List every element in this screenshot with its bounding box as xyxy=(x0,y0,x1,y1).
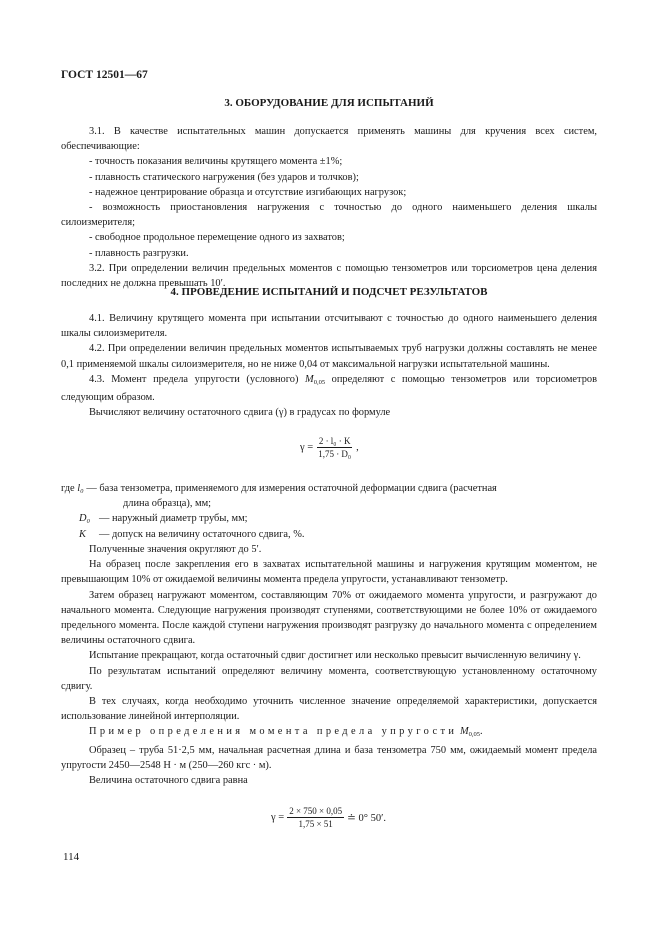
section-3-title: 3. ОБОРУДОВАНИЕ ДЛЯ ИСПЫТАНИЙ xyxy=(224,97,434,109)
formula-gamma: γ = $\frac{\text{2 · l₀ · K}}{\text{1,75 · D₀}}$ , xyxy=(300,436,359,459)
paragraph-stop: Испытание прекращают, когда остаточный сдвиг достигнет или несколько превысит вычисленную величину γ. xyxy=(89,650,581,662)
section-4-title: 4. ПРОВЕДЕНИЕ ИСПЫТАНИЙ И ПОДСЧЕТ РЕЗУЛЬТАТОВ xyxy=(170,286,488,298)
paragraph-mount: На образец после закрепления его в захватах испытательной машины и нагружения крутящим моментом, не превышающим 10% от ожидаемой величины момента предела упругости, устанавливают тензометр. xyxy=(61,559,597,586)
list-item: - плавность разгрузки. xyxy=(89,247,189,259)
paragraph-shift: Величина остаточного сдвига равна xyxy=(89,775,248,787)
fraction xyxy=(316,436,353,459)
paragraph-3-1: 3.1. В качестве испытательных машин допускается применять машины для кручения всех систем, обеспечивающие: xyxy=(61,126,597,153)
formula-definitions: где l₀ — база тензометра, применяемого для измерения остаточной деформации сдвига (расчетная длина образца), мм; D₀ — наружный диаметр трубы, мм; K — допуск на величину остаточного сдвига, %. xyxy=(61,481,621,542)
list-item: - плавность статического нагружения (без ударов и толчков); xyxy=(89,171,359,183)
moment-symbol: M xyxy=(305,373,314,385)
paragraph-load: Затем образец нагружают моментом, составляющим 70% от ожидаемого момента упругости, и разгружают до начального момента. Следующие нагружения производят ступенями, соответствующими не более 10% от ожидаемого предельного момента. После каждой ступени нагружения производят разгрузку до начального момента с определением величины остаточного сдвига. xyxy=(61,589,597,647)
paragraph-4-3: 4.3. Момент предела упругости (условного) $M_{0,05}$ определяют с помощью тензометров или торсиометров следующим образом. xyxy=(61,373,598,404)
paragraph-calc: Вычисляют величину остаточного сдвига (γ) в градусах по формуле xyxy=(89,407,391,419)
list-item: - свободное продольное перемещение одного из захватов; xyxy=(89,232,345,244)
paragraph-interp: В тех случаях, когда необходимо уточнить численное значение определяемой характеристики, допускается использование линейной интерполяции. xyxy=(61,696,597,723)
example-title: Пример определения момента предела упругости $M_{0,05}$. xyxy=(89,726,483,739)
section-3-body xyxy=(61,124,597,291)
section-4-body xyxy=(61,311,597,420)
definition-k: K — допуск на величину остаточного сдвига, %. xyxy=(79,528,305,540)
denominator: 1,75 · D₀ xyxy=(318,449,352,459)
list-item: - возможность приостановления нагружения с точностью до одного наименьшего деления шкалы силоизмерителя; xyxy=(61,202,597,229)
fraction xyxy=(287,806,344,829)
paragraph-4-1: 4.1. Величину крутящего момента при испытании отсчитывают с точностью до одного наименьшего деления шкалы силоизмерителя. xyxy=(61,313,597,340)
paragraph-4-2: 4.2. При определении величин предельных моментов испытываемых труб нагрузки должны составлять не менее 0,1 применяемой шкалы силоизмерителя, но не ниже 0,04 от максимальной нагрузки испытательной машины. xyxy=(61,343,597,370)
paragraph-3-2: 3.2. При определении величин предельных моментов с помощью тензометров или торсиометров цена деления последних не должна превышать 10′. xyxy=(61,262,597,290)
definition-d0: D₀ — наружный диаметр трубы, мм; xyxy=(79,513,248,525)
denominator: 1,75 × 51 xyxy=(298,819,333,829)
numerator: 2 · l₀ · K xyxy=(318,436,351,446)
page-number: 114 xyxy=(63,851,80,863)
numerator: 2 × 750 × 0,05 xyxy=(289,806,343,816)
paragraph-results: По результатам испытаний определяют величину момента, соответствующую установленному остаточному сдвигу. xyxy=(61,665,597,692)
paragraph-round: Полученные значения округляют до 5′. xyxy=(89,544,262,555)
section-4-body-cont xyxy=(61,542,597,788)
paragraph-sample: Образец – труба 51·2,5 мм, начальная расчетная длина и база тензометра 750 мм, ожидаемый момент предела упругости 2450—2548 Н · м (250—260 кгс · м). xyxy=(61,744,597,771)
formula-gamma-example: γ = $\frac{2 \times 750 \times 0,05}{1,75 \times 51}$ ≐ 0° 50′. xyxy=(271,806,387,829)
document-id: ГОСТ 12501—67 xyxy=(61,69,148,81)
list-item: - надежное центрирование образца и отсутствие изгибающих нагрузок; xyxy=(89,186,407,198)
list-item: - точность показания величины крутящего момента ±1%; xyxy=(89,156,343,168)
definition-l0: где l₀ — база тензометра, применяемого для измерения остаточной деформации сдвига (расчетная xyxy=(61,483,497,494)
